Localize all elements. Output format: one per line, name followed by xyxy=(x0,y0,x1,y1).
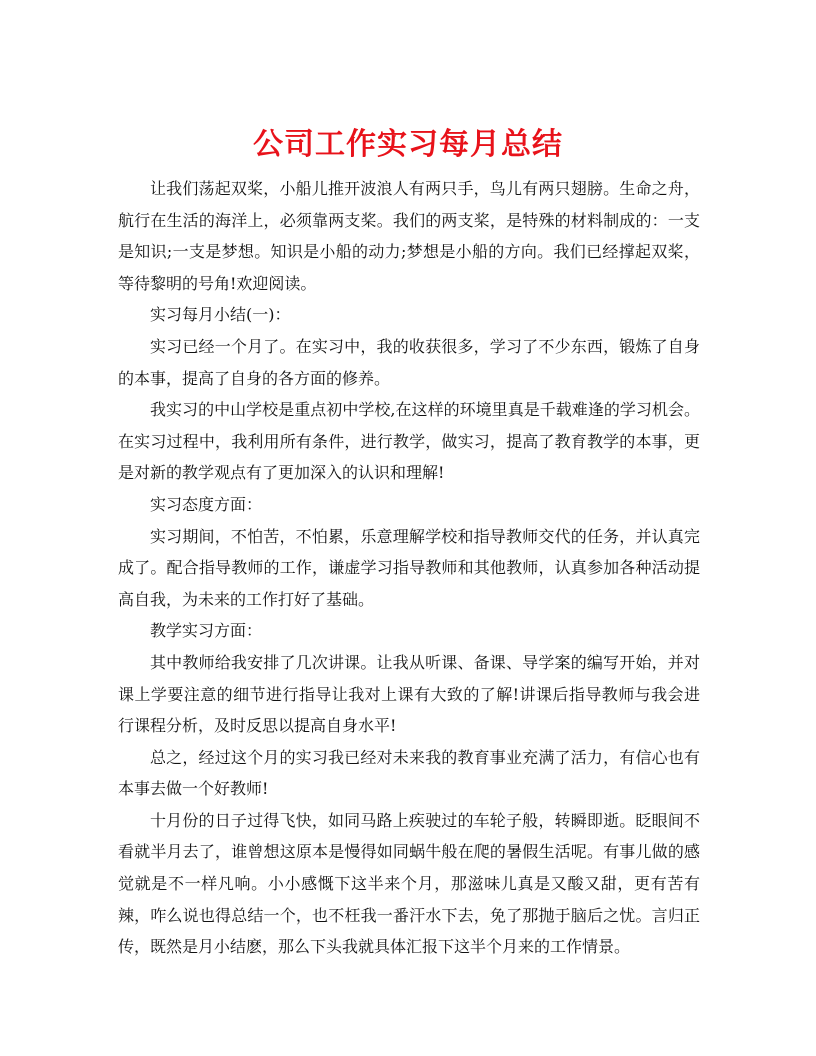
section-heading-monthly-summary: 实习每月小结(一)： xyxy=(150,305,291,325)
paragraph-october: 十月份的日子过得飞快，如同马路上疾驶过的车轮子般，转瞬即逝。眨眼间不看就半月去了，谁曾想这原本是慢得如同蜗牛般在爬的暑假生活呢。有事儿做的感觉就是不一样凡响。小小感慨下这半来个月，那滋味儿真是又酸又甜，更有苦有辣，咋么说也得总结一个，也不枉我一番汗水下去，免了那抛于脑后之忧。言归正传，既然是月小结麽，那么下头我就具体汇报下这半个月来的工作情景。 xyxy=(118,810,700,957)
paragraph-teaching: 其中教师给我安排了几次讲课。让我从听课、备课、导学案的编写开始，并对课上学要注意的细节进行指导让我对上课有大致的了解!讲课后指导教师与我会进行课程分析，及时反思以提高自身水平! xyxy=(118,652,700,736)
paragraph-school: 我实习的中山学校是重点初中学校,在这样的环境里真是千载难逢的学习机会。在实习过程中，我利用所有条件，进行教学，做实习，提高了教育教学的本事，更是对新的教学观点有了更加深入的认识和理解! xyxy=(118,400,700,483)
page-title: 公司工作实习每月总结 xyxy=(253,127,563,163)
section-heading-teaching: 教学实习方面： xyxy=(150,621,263,641)
document-body xyxy=(118,173,700,963)
section-heading-attitude: 实习态度方面： xyxy=(150,494,263,514)
paragraph-internship-month: 实习已经一个月了。在实习中，我的收获很多，学习了不少东西，锻炼了自身的本事，提高了自身的各方面的修养。 xyxy=(118,336,700,388)
paragraph-attitude: 实习期间，不怕苦，不怕累，乐意理解学校和指导教师交代的任务，并认真完成了。配合指导教师的工作，谦虚学习指导教师和其他教师，认真参加各种活动提高自我，为未来的工作打好了基础。 xyxy=(118,526,700,609)
paragraph-conclusion: 总之，经过这个月的实习我已经对未来我的教育事业充满了活力，有信心也有本事去做一个好教师! xyxy=(118,747,700,799)
paragraph-intro: 让我们荡起双桨，小船儿推开波浪人有两只手，鸟儿有两只翅膀。生命之舟，航行在生活的海洋上，必须靠两支桨。我们的两支桨，是特殊的材料制成的：一支是知识;一支是梦想。知识是小船的动力;梦想是小船的方向。我们已经撑起双桨，等待黎明的号角!欢迎阅读。 xyxy=(118,179,700,293)
